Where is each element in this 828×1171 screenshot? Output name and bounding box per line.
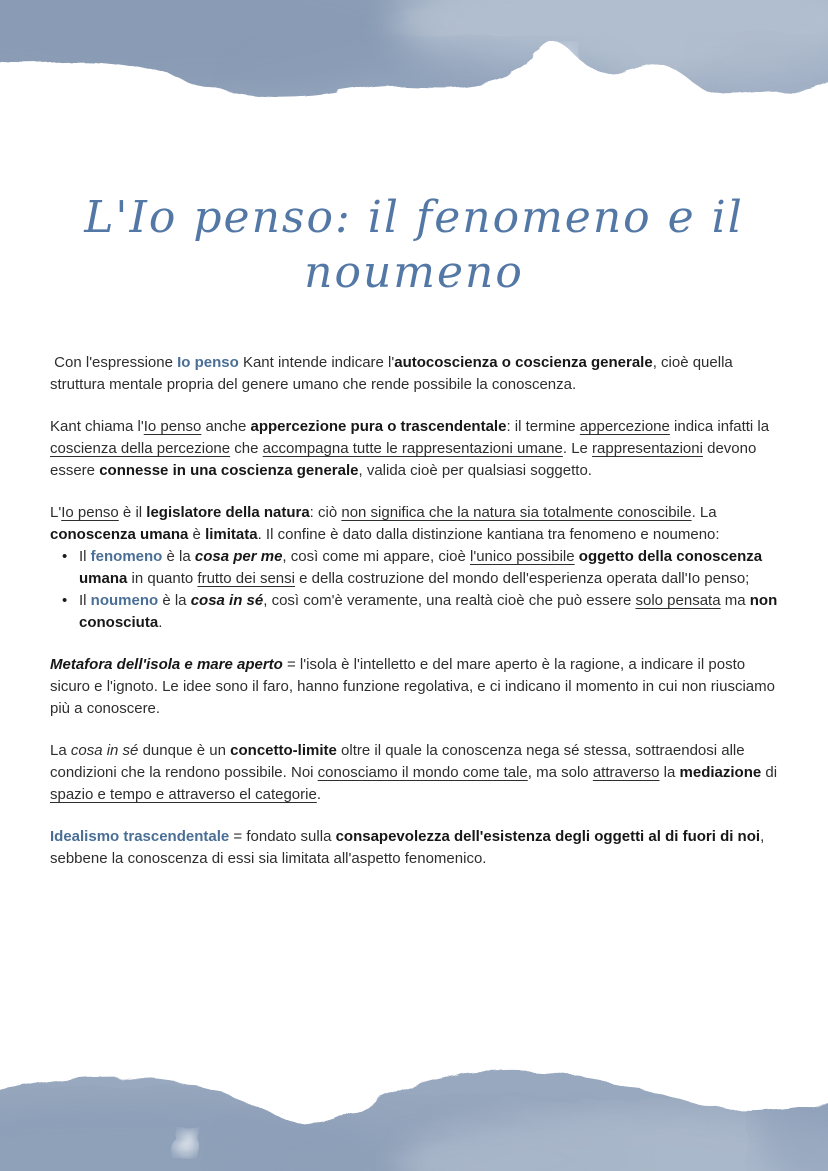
text-run: Metafora dell'isola e mare aperto	[50, 656, 283, 673]
text-run: .	[158, 614, 163, 631]
paragraph	[50, 740, 782, 806]
text-run: connesse in una coscienza generale	[99, 462, 359, 479]
text-run: limitata	[205, 526, 258, 543]
text-run: = fondato sulla	[229, 828, 336, 845]
text-run: : ciò	[309, 504, 342, 521]
text-run: l'unico possibile	[470, 548, 575, 565]
text-run: cosa in sé	[70, 742, 139, 759]
text-run: Io penso	[177, 354, 239, 371]
text-run: , ma solo	[527, 764, 593, 781]
text-run: coscienza della percezione	[50, 440, 231, 457]
text-run: La	[50, 742, 71, 759]
text-run: non conosciuta	[79, 592, 782, 631]
text-run: ma	[720, 592, 750, 609]
watercolor-bottom-decoration	[0, 1065, 828, 1171]
paragraph	[50, 502, 779, 546]
text-run: è la	[158, 592, 191, 609]
bullet-item	[50, 546, 779, 590]
text-run: cosa per me	[194, 548, 283, 565]
text-run: oggetto della conoscenza umana	[79, 548, 767, 587]
bullet-text	[79, 590, 782, 634]
text-run: concetto-limite	[230, 742, 337, 759]
text-run: fenomeno	[90, 548, 163, 565]
bullet-icon: •	[62, 592, 68, 609]
text-run: noumeno	[90, 592, 159, 609]
text-run: indica infatti la	[669, 418, 774, 435]
text-run: accompagna tutte le rappresentazioni umane	[262, 440, 563, 457]
text-run: .	[316, 786, 321, 803]
text-run: appercezione	[579, 418, 670, 435]
text-run: conoscenza umana	[50, 526, 189, 543]
text-run: oltre il quale la conoscenza nega sé stessa, sottraendosi alle condizioni che la rendono possibile. Noi	[50, 742, 749, 781]
text-run: è il	[118, 504, 147, 521]
text-run: . Le	[562, 440, 593, 457]
text-run: , così com'è veramente, una realtà cioè che può essere	[263, 592, 636, 609]
text-run: mediazione	[679, 764, 762, 781]
text-run: di	[761, 764, 782, 781]
text-run: anche	[201, 418, 251, 435]
text-run: dunque è un	[138, 742, 231, 759]
text-run: è	[188, 526, 206, 543]
text-run: e della costruzione del mondo dell'esperienza operata dall'Io penso;	[294, 570, 750, 587]
text-run: la	[659, 764, 680, 781]
paragraph	[50, 654, 779, 720]
text-run: Io penso	[143, 418, 202, 435]
text-run: , cioè quella struttura mentale propria del genere umano che rende possibile la conoscenza.	[50, 354, 737, 393]
bullet-list	[50, 546, 782, 634]
text-run: , così come mi appare, cioè	[282, 548, 471, 565]
text-run: . Il confine è dato dalla distinzione kantiana tra fenomeno e noumeno:	[257, 526, 720, 543]
text-run: conosciamo il mondo come tale	[317, 764, 528, 781]
bullet-item	[50, 590, 782, 634]
text-run: solo pensata	[635, 592, 721, 609]
text-run: autocoscienza o coscienza generale	[394, 354, 653, 371]
text-run: , sebbene la conoscenza di essi sia limitata all'aspetto fenomenico.	[50, 828, 769, 867]
text-run: Con l'espressione	[50, 354, 178, 371]
paragraph	[50, 352, 779, 396]
text-run: frutto dei sensi	[197, 570, 295, 587]
text-run: spazio e tempo e attraverso el categorie	[50, 786, 317, 803]
text-run: rappresentazioni	[592, 440, 703, 457]
text-run: devono essere	[50, 440, 761, 479]
page-title: L'Io penso: il fenomeno e il noumeno	[84, 192, 744, 298]
paragraph	[50, 826, 779, 870]
text-run: , valida cioè per qualsiasi soggetto.	[358, 462, 592, 479]
text-run: cosa in sé	[190, 592, 264, 609]
text-run: non significa che la natura sia totalmente conoscibile	[341, 504, 692, 521]
text-run: Idealismo trascendentale	[50, 828, 230, 845]
text-run: . La	[691, 504, 721, 521]
text-run: che	[230, 440, 263, 457]
paragraph	[50, 416, 779, 482]
text-run: Il	[79, 548, 91, 565]
text-run: Il	[79, 592, 91, 609]
text-run: Kant chiama l'	[50, 418, 144, 435]
text-run: è la	[162, 548, 195, 565]
text-run: appercezione pura o trascendentale	[250, 418, 507, 435]
watercolor-top-decoration	[0, 0, 828, 112]
text-run: Io penso	[61, 504, 119, 521]
text-run: in quanto	[127, 570, 198, 587]
text-run: Kant intende indicare l'	[238, 354, 395, 371]
bullet-icon: •	[62, 548, 68, 565]
text-run: : il termine	[506, 418, 580, 435]
text-run: legislatore della natura	[146, 504, 310, 521]
document-body	[0, 352, 828, 870]
bullet-text	[79, 546, 779, 590]
text-run: L'	[50, 504, 62, 521]
text-run: consapevolezza dell'esistenza degli oggetti al di fuori di noi	[335, 828, 761, 845]
text-run: attraverso	[592, 764, 660, 781]
text-run: = l'isola è l'intelletto e del mare aperto è la ragione, a indicare il posto sicuro e l'ignoto. Le idee sono il faro, hanno funzione regolativa, e ci indicano il momento in cui non riusciamo più a conoscere.	[50, 656, 780, 717]
